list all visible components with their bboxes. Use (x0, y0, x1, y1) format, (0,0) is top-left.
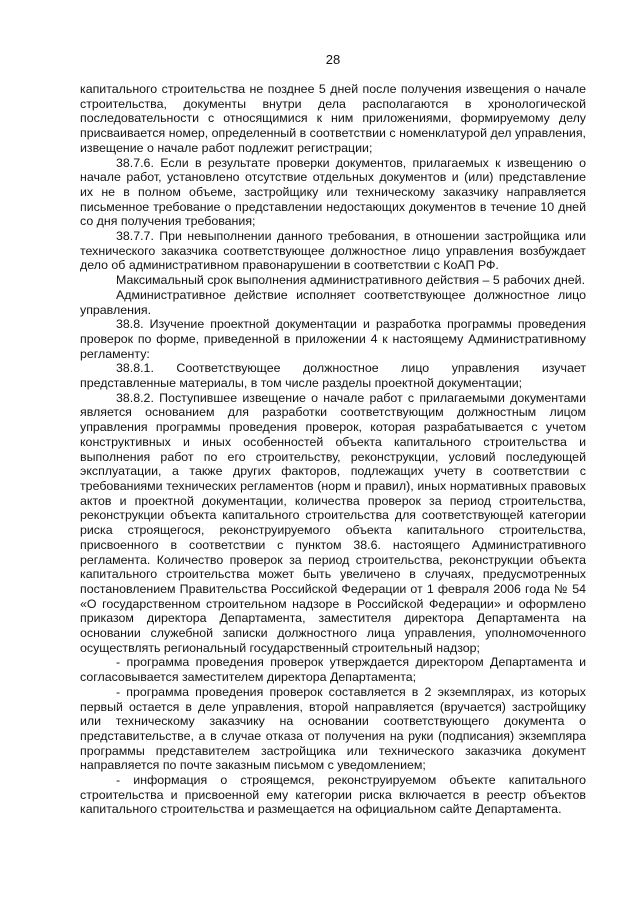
paragraph-1: капитального строительства не позднее 5 дней после получения извещения о начале строительства, документы внутри дела располагаются в хронологической последовательности с относящимися к ним приложениями, формируемому делу присваивается номер, определенный в соответствии с номенклатурой дел управления, извещение о начале работ подлежит регистрации; (80, 82, 586, 155)
paragraph-38-8: 38.8. Изучение проектной документации и разработка программы проведения проверок по форме, приведенной в приложении 4 к настоящему Административному регламенту: (80, 317, 586, 361)
page-number: 28 (325, 52, 341, 67)
list-item-registry-info: - информация о строящемся, реконструируемом объекте капитального строительства и присвоенной ему категории риска включается в реестр объектов капитального строительства и размещается на официальном сайте Департамента. (80, 773, 586, 817)
list-item-program-approval: - программа проведения проверок утверждается директором Департамента и согласовывается заместителем директора Департамента; (80, 655, 586, 685)
list-item-program-copies: - программа проведения проверок составляется в 2 экземплярах, из которых первый остается в деле управления, второй направляется (вручается) застройщику или техническому заказчику на основании соответствующего документа о представительстве, а в случае отказа от получения на руки (подписания) экземпляра программы представителем застройщика или технического заказчика документ направляется по почте заказным письмом с уведомлением; (80, 684, 586, 773)
paragraph-38-7-6: 38.7.6. Если в результате проверки документов, прилагаемых к извещению о начале работ, установлено отсутствие отдельных документов и (или) представление их не в полном объеме, застройщику или техническому заказчику направляется письменное требование о представлении недостающих документов в течение 10 дней со дня получения требования; (80, 155, 586, 229)
paragraph-38-8-1: 38.8.1. Соответствующее должностное лицо управления изучает представленные материалы, в том числе разделы проектной документации; (80, 361, 586, 391)
paragraph-max-term: Максимальный срок выполнения административного действия – 5 рабочих дней. (116, 273, 586, 288)
paragraph-executor: Административное действие исполняет соответствующее должностное лицо управления. (80, 287, 586, 317)
document-body (80, 82, 586, 817)
paragraph-38-8-2: 38.8.2. Поступившее извещение о начале работ с прилагаемыми документами является основанием для разработки соответствующим должностным лицом управления программы проведения проверок, которая разрабатывается с учетом конструктивных и иных особенностей объекта капитального строительства и выполнения работ по его строительству, реконструкции, условий последующей эксплуатации, а также других факторов, подлежащих учету в соответствии с требованиями технических регламентов (норм и правил), иных нормативных правовых актов и проектной документации, количества проверок за период строительства, реконструкции объекта капитального строительства для соответствующей категории риска строящегося, реконструируемого объекта капитального строительства, присвоенного в соответствии с пунктом 38.6. настоящего Административного регламента. Количество проверок за период строительства, реконструкции объекта капитального строительства может быть увеличено в случаях, предусмотренных постановлением Правительства Российской Федерации от 1 февраля 2006 года № 54 «О государственном строительном надзоре в Российской Федерации» и оформлено приказом директора Департамента, заместителя директора Департамента на основании служебной записки должностного лица управления, уполномоченного осуществлять региональный государственный строительный надзор; (80, 390, 586, 655)
paragraph-38-7-7: 38.7.7. При невыполнении данного требования, в отношении застройщика или технического заказчика соответствующее должностное лицо управления возбуждает дело об административном правонарушении в соответствии с КоАП РФ. (80, 229, 586, 273)
